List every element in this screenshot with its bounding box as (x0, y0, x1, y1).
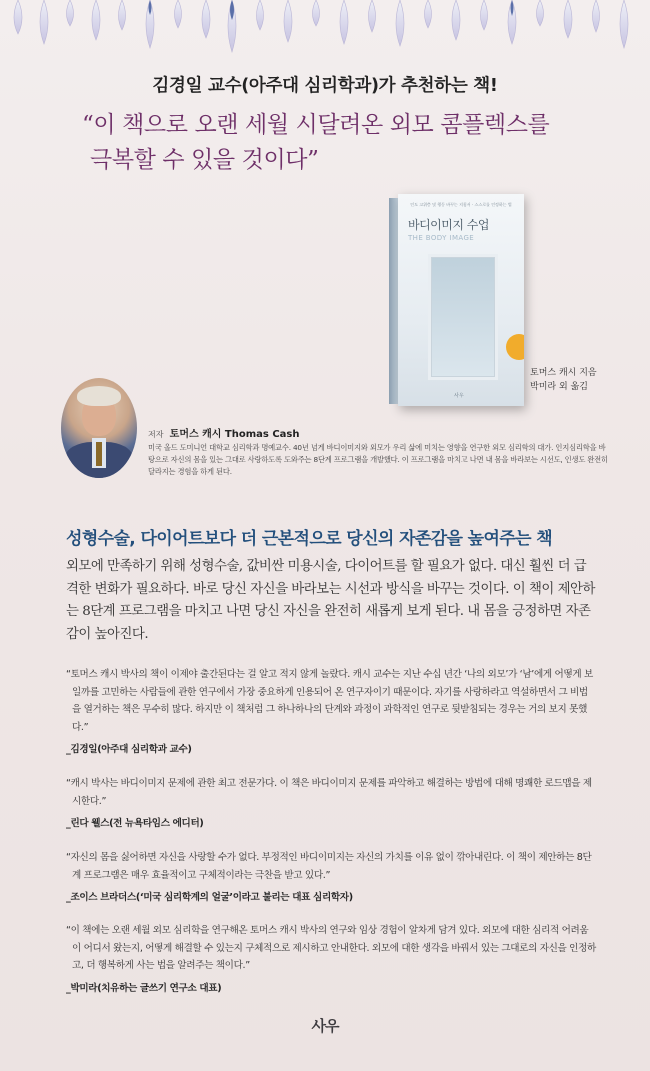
book-credit (530, 366, 597, 394)
review-source: _박미라(치유하는 글쓰기 연구소 대표) (66, 982, 222, 994)
author-photo-tie (96, 442, 102, 466)
recommendation-heading: 김경일 교수(아주대 심리학과)가 추천하는 책! (152, 76, 498, 96)
review-item (66, 849, 596, 907)
review-source: _린다 웰스(전 뉴욕타임스 에디터) (66, 818, 204, 829)
review-source: _조이스 브라더스(‘미국 심리학계의 얼굴’이라고 불리는 대표 심리학자) (66, 892, 353, 903)
review-text: “캐시 박사는 바디이미지 문제에 관한 최고 전문가다. 이 책은 바디이미지 문제를 파악하고 해결하는 방법에 대해 명쾌한 로드맵을 제시한다.” (66, 778, 592, 807)
author-label: 저자 (148, 430, 164, 439)
review-item (66, 666, 596, 759)
author-bio: 미국 올드 도미니언 대학교 심리학과 명예교수. 40년 넘게 바디이미지와 외모가 우리 삶에 미치는 영향을 연구한 외모 심리학의 대가. 인지심리학을 바탕으로 자신의 몸을 있는 그대로 사랑하도록 도와주는 8단계 프로그램을 개발했다. 이 프로그램을 마치고 나면 내 몸을 바라보는 시선도, 인생도 완전히 달라지는 경험을 하게 된다. (148, 443, 608, 476)
book-credit-translator: 박미라 외 옮김 (530, 382, 588, 392)
book-cover-image (398, 194, 524, 406)
book-cover (398, 194, 524, 406)
book-spine (389, 198, 398, 404)
book-sticker (506, 334, 524, 360)
book-cover-title: 바디이미지 수업 (408, 218, 489, 232)
hanging-crystals-decoration (0, 0, 650, 62)
book-cover-english-title: THE BODY IMAGE (408, 234, 475, 242)
review-source: _김경일(아주대 심리학과 교수) (66, 744, 192, 755)
review-item (66, 922, 596, 997)
headline-quote (82, 108, 622, 178)
headline-quote-line-1: “이 책으로 오랜 세월 시달려온 외모 콤플렉스를 (82, 112, 550, 138)
author-photo-hair (77, 386, 121, 406)
book-credit-author: 토머스 캐시 지음 (530, 368, 597, 378)
mirror-illustration (428, 254, 498, 380)
publisher-logo: 사우 (311, 1017, 339, 1035)
review-text: “토머스 캐시 박사의 책이 이제야 출간된다는 걸 알고 적지 않게 놀랐다. 캐시 교수는 지난 수십 년간 ‘나의 외모’가 ‘남’에게 어떻게 보일까를 고민하는 사람들에 관한 연구에서 가장 중요하게 인용되어 온 연구자이기 때문이다. 자기를 사랑하라고 역설하면서 그 비법을 열거하는 책은 무수히 많다. 하지만 이 책처럼 그 하나하나의 단계와 과정이 과학적인 연구로 뒷받침되는 경우는 거의 보지 못했다.” (66, 669, 593, 733)
section-body: 외모에 만족하기 위해 성형수술, 값비싼 미용시술, 다이어트를 할 필요가 없다. 대신 훨씬 더 급격한 변화가 필요하다. 바로 당신 자신을 바라보는 시선과 방식을 바꾸는 것이다. 이 책이 제안하는 8단계 프로그램을 마치고 나면 당신 자신을 완전히 새롭게 보게 된다. 내 몸을 긍정하면 자존감이 높아진다. (66, 559, 595, 642)
book-cover-publisher: 사우 (454, 393, 464, 399)
book-cover-top-text: 인도 고위층 및 행동 바꾸는 지침서 · 스스로를 인정하는 법 (410, 202, 512, 207)
review-text: “자신의 몸을 싫어하면 자신을 사랑할 수가 없다. 부정적인 바디이미지는 자신의 가치를 이유 없이 깎아내린다. 이 책이 제안하는 8단계 프로그램은 매우 효율적이고 구체적이라는 극찬을 받고 있다.” (66, 852, 592, 881)
review-text: “이 책에는 오랜 세월 외모 심리학을 연구해온 토머스 캐시 박사의 연구와 임상 경험이 알차게 담겨 있다. 외모에 대한 심리적 어려움이 어디서 왔는지, 어떻게 해결할 수 있는지 구체적으로 제시하고 안내한다. 외모에 대한 생각을 바꿔서 있는 그대로의 자신을 인정하고, 더 행복하게 사는 법을 알려주는 책이다.” (66, 925, 596, 971)
author-photo (61, 378, 137, 478)
author-name-line (148, 425, 300, 440)
review-item (66, 775, 596, 833)
author-name: 토머스 캐시 Thomas Cash (169, 429, 300, 440)
section-title: 성형수술, 다이어트보다 더 근본적으로 당신의 자존감을 높여주는 책 (66, 529, 553, 549)
headline-quote-line-2: 극복할 수 있을 것이다” (90, 147, 319, 173)
